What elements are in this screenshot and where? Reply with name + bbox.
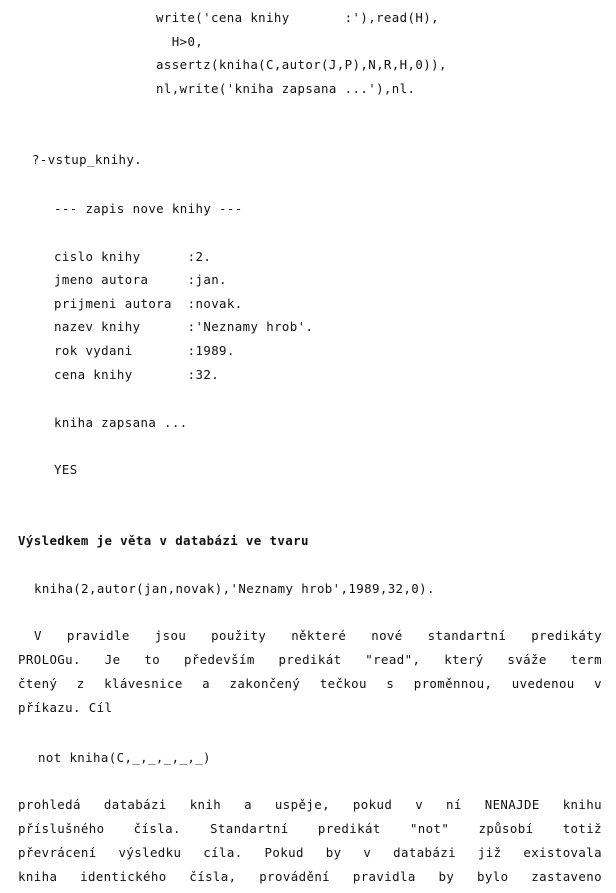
session-row: cislo knihy :2. bbox=[54, 249, 212, 264]
paragraph-line: převrácení výsledku cíla. Pokud by v databázi již existovala bbox=[18, 845, 602, 860]
paragraph-line: kniha identického čísla, provádění pravidla by bylo zastaveno bbox=[18, 869, 602, 884]
paragraph-line: prohledá databázi knih a uspěje, pokud v ní NENAJDE knihu bbox=[18, 797, 602, 812]
prolog-query: ?-vstup_knihy. bbox=[32, 152, 143, 167]
session-header: --- zapis nove knihy --- bbox=[54, 201, 243, 216]
session-row: cena knihy :32. bbox=[54, 367, 220, 382]
session-row: rok vydani :1989. bbox=[54, 343, 235, 358]
session-row: jmeno autora :jan. bbox=[54, 272, 227, 287]
session-row: nazev knihy :'Neznamy hrob'. bbox=[54, 319, 314, 334]
paragraph-line: PROLOGu. Je to především predikát "read", který sváže term bbox=[18, 652, 602, 667]
result-fact: kniha(2,autor(jan,novak),'Neznamy hrob',1989,32,0). bbox=[34, 581, 435, 596]
paragraph-line: příkazu. Cíl bbox=[18, 700, 113, 715]
paragraph-line: příslušného čísla. Standartní predikát "not" způsobí totiž bbox=[18, 821, 602, 836]
code-line: nl,write('kniha zapsana ...'),nl. bbox=[156, 81, 416, 96]
session-answer: YES bbox=[54, 462, 78, 477]
paragraph-line: čtený z klávesnice a zakončený tečkou s proměnnou, uvedenou v bbox=[18, 676, 602, 691]
session-row: prijmeni autora :novak. bbox=[54, 296, 243, 311]
result-heading: Výsledkem je věta v databázi ve tvaru bbox=[18, 533, 309, 548]
session-result: kniha zapsana ... bbox=[54, 415, 188, 430]
code-line: assertz(kniha(C,autor(J,P),N,R,H,0)), bbox=[156, 57, 447, 72]
code-line: write('cena knihy :'),read(H), bbox=[156, 10, 439, 25]
code-line: H>0, bbox=[156, 34, 204, 49]
not-goal: not kniha(C,_,_,_,_,_) bbox=[38, 750, 211, 765]
paragraph-line: V pravidle jsou použity některé nové standartní predikáty bbox=[34, 628, 602, 643]
